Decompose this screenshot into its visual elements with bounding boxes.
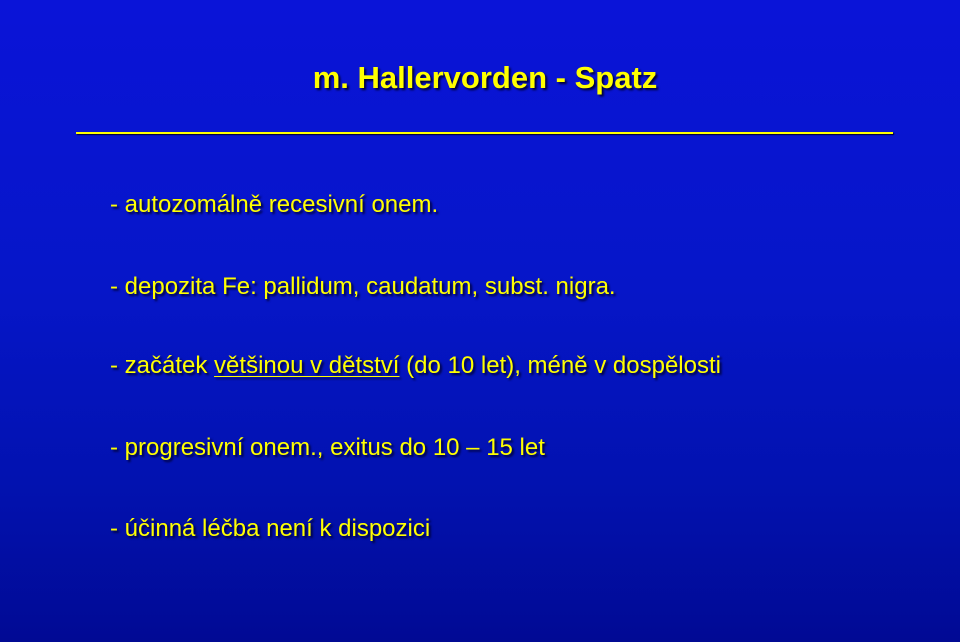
slide-title: m. Hallervorden - Spatz: [312, 60, 658, 95]
bullet-progression: - progresivní onem., exitus do 10 – 15 let: [110, 434, 545, 461]
bullet-onset-suffix: (do 10 let), méně v dospělosti: [399, 352, 721, 379]
bullet-treatment: - účinná léčba není k dispozici: [110, 515, 431, 542]
bullet-onset: [110, 352, 721, 380]
bullet-onset-prefix: - začátek: [110, 352, 215, 379]
bullet-inheritance: - autozomálně recesivní onem.: [110, 191, 439, 218]
bullet-onset-underlined: většinou v dětství: [214, 352, 400, 379]
bullet-iron-deposits: - depozita Fe: pallidum, caudatum, subst. nigra.: [110, 273, 616, 300]
title-underline-rule: [76, 132, 893, 134]
